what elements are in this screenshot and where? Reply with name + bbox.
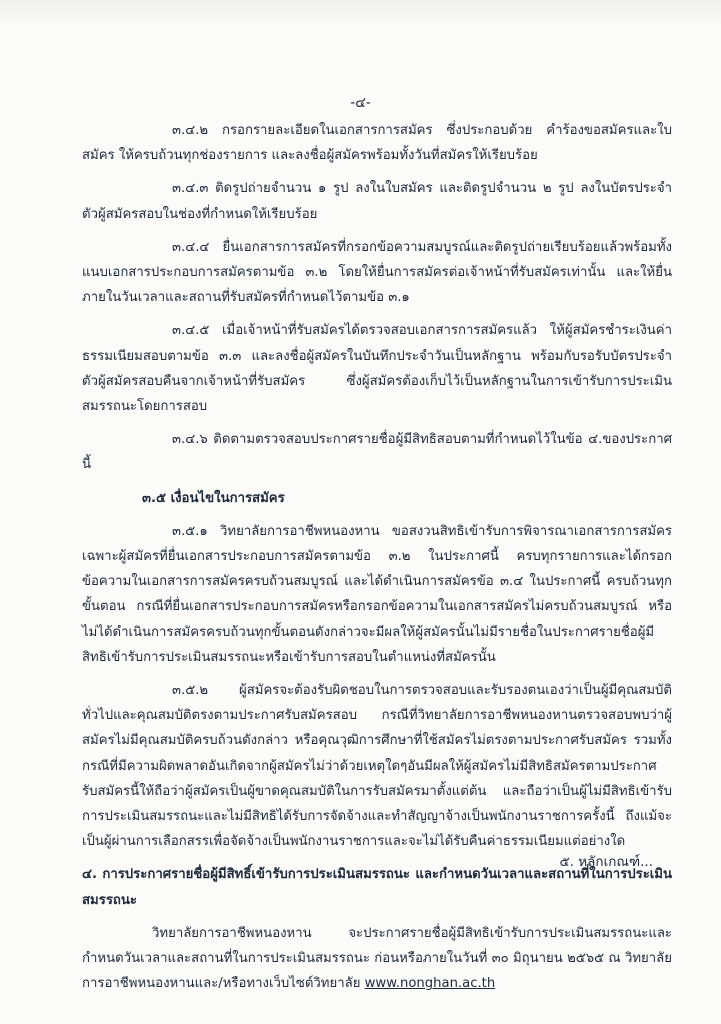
section-heading-4: ๔. การประกาศรายชื่อผู้มีสิทธิ์เข้ารับการประเมินสมรรถนะ และกำหนดวันเวลาและสถานที่ในการประเมินสมรรถนะ xyxy=(82,867,672,908)
page-number: -๔- xyxy=(350,95,371,111)
website-link[interactable]: www.nonghan.ac.th xyxy=(364,976,496,992)
continued-on-next-page: ๕. หลักเกณฑ์... xyxy=(559,854,653,870)
scan-edge-shadow xyxy=(0,0,721,28)
paragraph-3-4-6: ๓.๔.๖ ติดตามตรวจสอบประกาศรายชื่อผู้มีสิทธิสอบตามที่กำหนดไว้ในข้อ ๔.ของประกาศนี้ xyxy=(82,432,672,473)
paragraph-3-4-3: ๓.๔.๓ ติดรูปถ่ายจำนวน ๑ รูป ลงในใบสมัคร และติดรูปจำนวน ๒ รูป ลงในบัตรประจำตัวผู้สมัครสอบในช่องที่กำหนดให้เรียบร้อย xyxy=(82,181,672,222)
paragraph-3-4-5: ๓.๔.๕ เมื่อเจ้าหน้าที่รับสมัครได้ตรวจสอบเอกสารการสมัครแล้ว ให้ผู้สมัครชำระเงินค่าธรรมเนียมสอบตามข้อ ๓.๓ และลงชื่อผู้สมัครในบันทึกประจำวันเป็นหลักฐาน พร้อมกับรอรับบัตรประจำตัวผู้สมัครสอบคืนจากเจ้าหน้าที่รับสมัคร ซึ่งผู้สมัครต้องเก็บไว้เป็นหลักฐานในการเข้ารับการประเมินสมรรถนะโดยการสอบ xyxy=(82,323,672,415)
paragraph-section-4-text: วิทยาลัยการอาชีพหนองหาน จะประกาศรายชื่อผู้มีสิทธิเข้ารับการประเมินสมรรถนะและกำหนดวันเวลาและสถานที่ในการประเมินสมรรถนะ ก่อนหรือภายในวันที่ ๓๐ มิถุนายน ๒๕๖๕ ณ วิทยาลัยการอาชีพหนองหานและ/หรือทางเว็บไซต์วิทยาลัย xyxy=(82,925,672,992)
paragraph-section-4 xyxy=(82,921,672,997)
paragraph-3-4-4: ๓.๔.๔ ยื่นเอกสารการสมัครที่กรอกข้อความสมบูรณ์และติดรูปถ่ายเรียบร้อยแล้วพร้อมทั้งแนบเอกสารประกอบการสมัครตามข้อ ๓.๒ โดยให้ยื่นการสมัครต่อเจ้าหน้าที่รับสมัครเท่านั้น และให้ยื่นภายในวันเวลาและสถานที่รับสมัครที่กำหนดไว้ตามข้อ ๓.๑ xyxy=(82,239,672,306)
paragraph-3-5-2: ๓.๕.๒ ผู้สมัครจะต้องรับผิดชอบในการตรวจสอบและรับรองตนเองว่าเป็นผู้มีคุณสมบัติทั่วไปและคุณสมบัติตรงตามประกาศรับสมัครสอบ กรณีที่วิทยาลัยการอาชีพหนองหานตรวจสอบพบว่าผู้สมัครไม่มีคุณสมบัติครบถ้วนดังกล่าว หรือคุณวุฒิการศึกษาที่ใช้สมัครไม่ตรงตามประกาศรับสมัคร รวมทั้งกรณีที่มีความผิดพลาดอันเกิดจากผู้สมัครไม่ว่าด้วยเหตุใดๆอันมีผลให้ผู้สมัครไม่มีสิทธิสมัครตามประกาศรับสมัครนี้ให้ถือว่าผู้สมัครเป็นผู้ขาดคุณสมบัติในการรับสมัครมาตั้งแต่ต้น และถือว่าเป็นผู้ไม่มีสิทธิเข้ารับการประเมินสมรรถนะและไม่มีสิทธิได้รับการจัดจ้างและทำสัญญาจ้างเป็นพนักงานราชการครั้งนี้ ถึงแม้จะเป็นผู้ผ่านการเลือกสรรเพื่อจัดจ้างเป็นพนักงานราชการและจะไม่ได้รับคืนค่าธรรมเนียมแต่อย่างใด xyxy=(82,683,672,850)
paragraph-3-5-1: ๓.๕.๑ วิทยาลัยการอาชีพหนองหาน ขอสงวนสิทธิเข้ารับการพิจารณาเอกสารการสมัครเฉพาะผู้สมัครที่ยื่นเอกสารประกอบการสมัครตามข้อ ๓.๒ ในประกาศนี้ ครบทุกรายการและได้กรอกข้อความในเอกสารการสมัครครบถ้วนสมบูรณ์ และได้ดำเนินการสมัครข้อ ๓.๔ ในประกาศนี้ ครบถ้วนทุกขั้นตอน กรณีที่ยื่นเอกสารประกอบการสมัครหรือกรอกข้อความในเอกสารสมัครไม่ครบถ้วนสมบูรณ์ หรือไม่ได้ดำเนินการสมัครครบถ้วนทุกขั้นตอนดังกล่าวจะมีผลให้ผู้สมัครนั้นไม่มีรายชื่อในประกาศรายชื่อผู้มีสิทธิเข้ารับการประเมินสมรรถนะหรือเข้ารับการสอบในตำแหน่งที่สมัครนั้น xyxy=(82,523,672,665)
paragraph-3-4-2: ๓.๔.๒ กรอกรายละเอียดในเอกสารการสมัคร ซึ่งประกอบด้วย คำร้องขอสมัครและใบสมัคร ให้ครบถ้วนทุกช่องรายการ และลงชื่อผู้สมัครพร้อมทั้งวันที่สมัครให้เรียบร้อย xyxy=(82,123,672,164)
subheading-3-5: ๓.๕ เงื่อนไขในการสมัคร xyxy=(142,490,285,506)
